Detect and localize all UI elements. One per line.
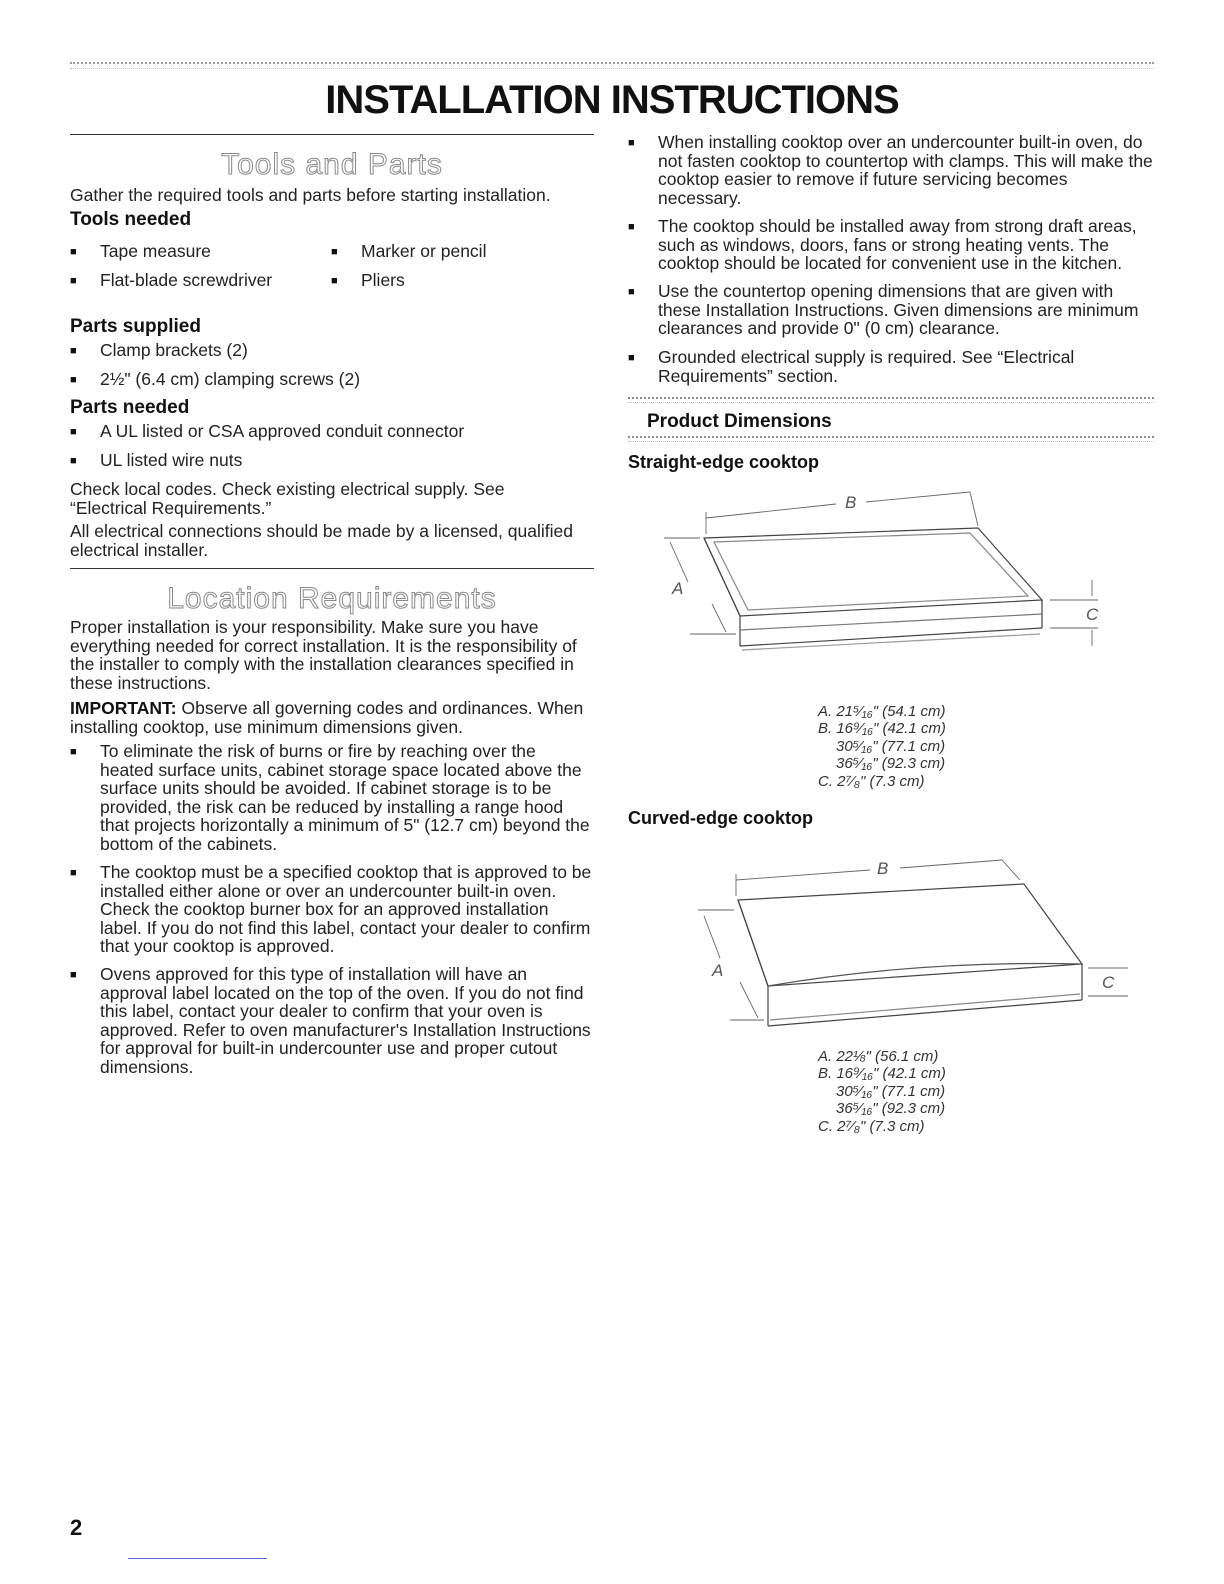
dimension-label-b: B xyxy=(877,859,889,878)
dotted-rule xyxy=(628,436,1154,442)
page-title: INSTALLATION INSTRUCTIONS xyxy=(325,78,899,122)
parts-supplied-heading: Parts supplied xyxy=(70,316,201,337)
caption-b3: 36⁵⁄₁₆" (92.3 cm) xyxy=(836,755,946,773)
tools-needed-heading: Tools needed xyxy=(70,209,192,230)
list-item: ■ Pliers xyxy=(331,271,591,290)
list-item: ■ 2½" (6.4 cm) clamping screws (2) xyxy=(70,370,594,389)
local-codes-note: Check local codes. Check existing electrical supply. See “Electrical Requirements.” xyxy=(70,479,505,518)
tools-intro: Gather the required tools and parts before starting installation. xyxy=(70,185,551,205)
caption-a: A. 21⁵⁄₁₆" (54.1 cm) xyxy=(818,703,946,720)
cooktop-glass xyxy=(714,533,1028,610)
header-dotted-rule xyxy=(70,62,1154,69)
section-rule xyxy=(70,134,594,135)
dimension-label-b: B xyxy=(845,493,857,512)
list-item: ■ The cooktop should be installed away from strong draft areas, such as windows, doors, fans or strong heating vents. The cooktop should be located for convenient use in the kitchen. xyxy=(628,217,1154,273)
list-item: ■ Use the countertop opening dimensions that are given with these Installation Instructions. Given dimensions are minimum clearances and provide 0" (0 cm) clearance. xyxy=(628,282,1154,338)
section-rule xyxy=(70,568,594,569)
location-intro: Proper installation is your responsibility. Make sure you have everything needed for correct installation. It is the responsibility of the installer to comply with the installation clearances specified in these instructions. xyxy=(70,617,577,693)
important-text: Observe all governing codes and ordinances. When installing cooktop, use minimum dimensions given. xyxy=(70,698,584,737)
list-item: ■ UL listed wire nuts xyxy=(70,451,594,470)
important-label: IMPORTANT: xyxy=(70,698,177,718)
caption-b3: 36⁵⁄₁₆" (92.3 cm) xyxy=(836,1100,946,1118)
caption-a: A. 22⅛" (56.1 cm) xyxy=(818,1048,939,1065)
electrical-installer-note: All electrical connections should be made by a licensed, qualified electrical installer. xyxy=(70,521,573,560)
parts-needed-heading: Parts needed xyxy=(70,397,190,418)
cooktop-top-surface xyxy=(738,884,1082,986)
list-item: ■ A UL listed or CSA approved conduit connector xyxy=(70,422,594,441)
important-note xyxy=(70,699,594,736)
list-item: ■ To eliminate the risk of burns or fire by reaching over the heated surface units, cabinet storage space located above the surface units should be avoided. If cabinet storage is to be provided, the risk can be reduced by installing a range hood that projects horizontally a minimum of 5" (12.7 cm) beyond the bottom of the cabinets. xyxy=(70,742,594,854)
curved-edge-heading: Curved-edge cooktop xyxy=(628,808,814,828)
caption-c: C. 2⁷⁄₈" (7.3 cm) xyxy=(818,1117,925,1135)
straight-captions xyxy=(818,703,1018,790)
list-item: ■ Tape measure xyxy=(70,242,330,261)
list-item: ■ When installing cooktop over an undercounter built-in oven, do not fasten cooktop to countertop with clamps. This will make the cooktop easier to remove if future servicing becomes necessary. xyxy=(628,133,1154,207)
dimension-label-a: A xyxy=(672,579,684,598)
location-heading: Location Requirements xyxy=(167,582,497,615)
list-item: ■ Grounded electrical supply is required. See “Electrical Requirements” section. xyxy=(628,348,1154,385)
caption-c: C. 2⁷⁄₈" (7.3 cm) xyxy=(818,772,925,790)
dimension-label-a: A xyxy=(712,961,724,980)
straight-edge-heading: Straight-edge cooktop xyxy=(628,452,820,472)
list-item: ■ Ovens approved for this type of installation will have an approval label located on the top of the oven. If you do not find this label, contact your dealer to confirm that your oven is approved. Refer to oven manufacturer's Installation Instructions for approval for built-in undercounter use and proper cutout dimensions. xyxy=(70,965,594,1077)
page-number: 2 xyxy=(70,1515,83,1540)
curved-edge-cooktop-diagram xyxy=(690,850,1140,1040)
tools-parts-heading: Tools and Parts xyxy=(221,148,443,181)
caption-b2: 30⁵⁄₁₆" (77.1 cm) xyxy=(836,1082,946,1100)
caption-b: B. 16⁹⁄₁₆" (42.1 cm) xyxy=(818,720,946,738)
caption-b: B. 16⁹⁄₁₆" (42.1 cm) xyxy=(818,1065,946,1083)
footer-rule xyxy=(128,1558,267,1559)
list-item: ■ Marker or pencil xyxy=(331,242,591,261)
list-item: ■ Clamp brackets (2) xyxy=(70,341,594,360)
dimension-label-c: C xyxy=(1102,973,1115,992)
cooktop-top-surface xyxy=(704,528,1042,616)
dotted-rule xyxy=(628,397,1154,403)
straight-edge-cooktop-diagram xyxy=(640,478,1120,668)
product-dimensions-heading: Product Dimensions xyxy=(647,411,832,432)
list-item: ■ The cooktop must be a specified cooktop that is approved to be installed either alone or over an undercounter built-in oven. Check the cooktop burner box for an approved installation label. If you do not find this label, contact your dealer to confirm that your cooktop is approved. xyxy=(70,863,594,956)
dimension-label-c: C xyxy=(1086,605,1099,624)
curved-captions xyxy=(818,1048,1018,1135)
list-item: ■ Flat-blade screwdriver xyxy=(70,271,330,290)
caption-b2: 30⁵⁄₁₆" (77.1 cm) xyxy=(836,737,946,755)
